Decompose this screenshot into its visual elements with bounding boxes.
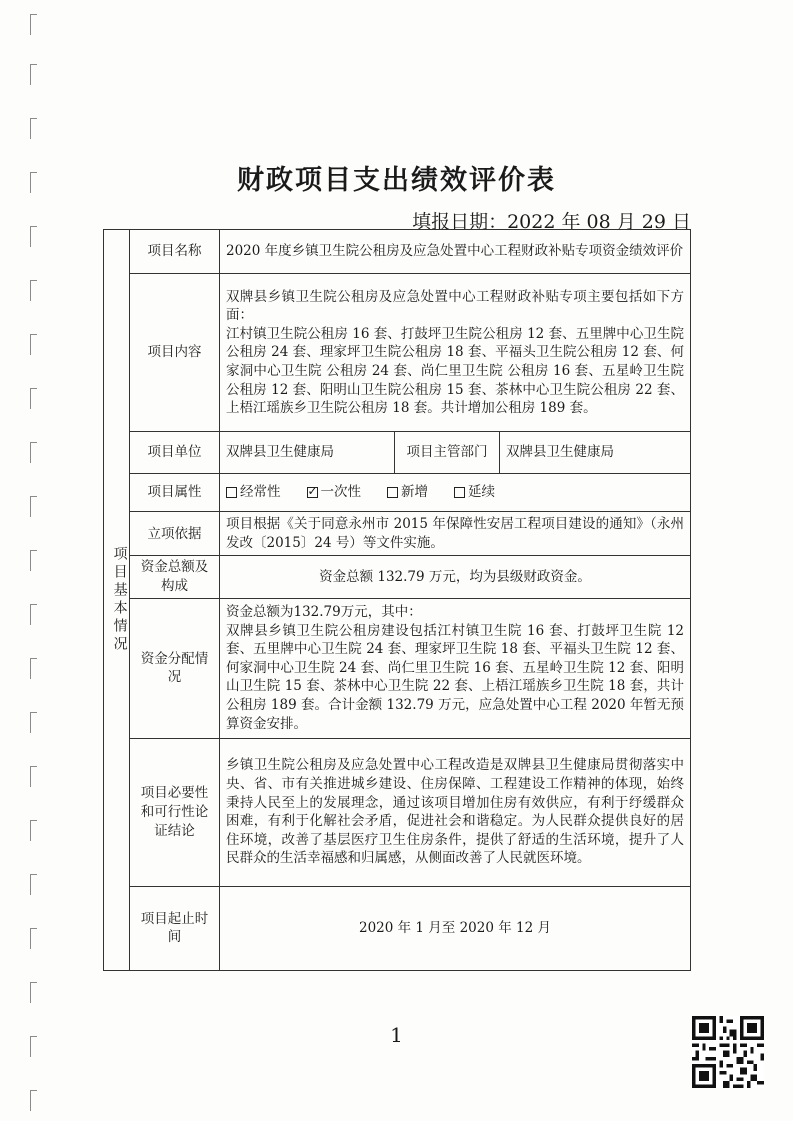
- option-regular[interactable]: [226, 483, 281, 502]
- binding-mark: [30, 226, 37, 247]
- option-one-time-label: 一次性: [320, 484, 361, 501]
- checkbox-continue[interactable]: [454, 487, 465, 498]
- option-new[interactable]: [387, 483, 428, 502]
- binding-mark: [30, 280, 37, 301]
- option-new-label: 新增: [401, 484, 428, 501]
- value-project-content: 双牌县乡镇卫生院公租房及应急处置中心工程财政补贴专项主要包括如下方面： 江村镇卫生院公租房 16 套、打鼓坪卫生院公租房 12 套、五里牌中心卫生院公租房 24 套、理家坪卫生院公租房 18 套、平福头卫生院公租房 12 套、何家洞中心卫生院 公租房 24 套、尚仁里卫生院 公租房 16 套、五星岭卫生院公租房 12 套、阳明山卫生院公租房 15 套、茶林中心卫生院公租房 22 套、上梧江瑶族乡卫生院公租房 18 套。共计增加公租房 189 套。: [220, 274, 691, 432]
- value-dept: 双牌县卫生健康局: [500, 432, 691, 474]
- label-dept: 项目主管部门: [395, 432, 500, 474]
- row-project-name: [104, 230, 691, 274]
- row-fund-total: [104, 556, 691, 598]
- row-project-content: [104, 274, 691, 432]
- value-period: 2020 年 1 月至 2020 年 12 月: [220, 886, 691, 970]
- label-project-unit: 项目单位: [130, 432, 220, 474]
- binding-mark: [30, 820, 37, 841]
- option-one-time[interactable]: [307, 483, 362, 502]
- binding-mark: [30, 442, 37, 463]
- value-project-unit: 双牌县卫生健康局: [220, 432, 395, 474]
- row-feasibility: [104, 738, 691, 886]
- binding-mark: [30, 766, 37, 787]
- checkbox-new[interactable]: [387, 487, 398, 498]
- value-fund-allocation: 资金总额为132.79万元，其中： 双牌县乡镇卫生院公租房建设包括江村镇卫生院 16 套、打鼓坪卫生院 12 套、五里牌中心卫生院 24 套、理家坪卫生院 18 套、平福头卫生院 12 套、何家洞中心卫生院 24 套、尚仁里卫生院 16 套、五星岭卫生院 12 套、阳明山卫生院 15 套、茶林中心卫生院 22 套、上梧江瑶族乡卫生院 18 套，共计公租房 189 套。合计金额 132.79 万元，应急处置中心工程 2020 年暂无预算资金安排。: [220, 598, 691, 738]
- label-project-content: 项目内容: [130, 274, 220, 432]
- label-fund-total: 资金总额及构成: [130, 556, 220, 598]
- binding-mark: [30, 14, 37, 35]
- binding-mark: [30, 334, 37, 355]
- value-feasibility: 乡镇卫生院公租房及应急处置中心工程改造是双牌县卫生健康局贯彻落实中央、省、市有关推进城乡建设、住房保障、工程建设工作精神的体现，始终秉持人民至上的发展理念，通过该项目增加住房有效供应，有利于纾缓群众困难，有利于化解社会矛盾，促进社会和谐稳定。为人民群众提供良好的居住环境，改善了基层医疗卫生住房条件，提供了舒适的生活环境，提升了人民群众的生活幸福感和归属感，从侧面改善了人民就医环境。: [220, 738, 691, 886]
- binding-mark: [30, 712, 37, 733]
- value-project-attribute: [220, 474, 691, 512]
- label-fund-allocation: 资金分配情况: [130, 598, 220, 738]
- row-project-basis: [104, 512, 691, 556]
- qr-code: [692, 1016, 764, 1088]
- fill-date: 填报日期：2022 年 08 月 29 日: [412, 211, 691, 233]
- option-continue[interactable]: [454, 483, 495, 502]
- binding-mark: [30, 604, 37, 625]
- evaluation-table: [103, 229, 691, 971]
- label-project-basis: 立项依据: [130, 512, 220, 556]
- option-continue-label: 延续: [468, 484, 495, 501]
- value-project-basis: 项目根据《关于同意永州市 2015 年保障性安居工程项目建设的通知》（永州发改〔2015〕24 号）等文件实施。: [220, 512, 691, 556]
- binding-mark: [30, 874, 37, 895]
- binding-mark: [30, 64, 37, 85]
- binding-mark: [30, 550, 37, 571]
- row-project-unit: [104, 432, 691, 474]
- binding-mark: [30, 928, 37, 949]
- document-title: 财政项目支出绩效评价表: [237, 165, 556, 196]
- value-fund-total: 资金总额 132.79 万元，均为县级财政资金。: [220, 556, 691, 598]
- binding-mark: [30, 658, 37, 679]
- section-basic-info: [104, 230, 130, 971]
- binding-mark: [30, 496, 37, 517]
- value-project-name: 2020 年度乡镇卫生院公租房及应急处置中心工程财政补贴专项资金绩效评价: [220, 230, 691, 274]
- label-project-attribute: 项目属性: [130, 474, 220, 512]
- label-feasibility: 项目必要性和可行性论证结论: [130, 738, 220, 886]
- row-fund-allocation: [104, 598, 691, 738]
- row-project-attribute: [104, 474, 691, 512]
- label-project-name: 项目名称: [130, 230, 220, 274]
- binding-mark: [30, 1090, 37, 1111]
- checkbox-regular[interactable]: [226, 487, 237, 498]
- label-period: 项目起止时间: [130, 886, 220, 970]
- binding-mark: [30, 118, 37, 139]
- section-label: 项目基本情况: [111, 546, 128, 654]
- page-number: 1: [390, 1023, 403, 1047]
- checkbox-one-time[interactable]: [307, 487, 318, 498]
- binding-mark: [30, 388, 37, 409]
- option-regular-label: 经常性: [240, 484, 281, 501]
- binding-mark: [30, 982, 37, 1003]
- row-period: [104, 886, 691, 970]
